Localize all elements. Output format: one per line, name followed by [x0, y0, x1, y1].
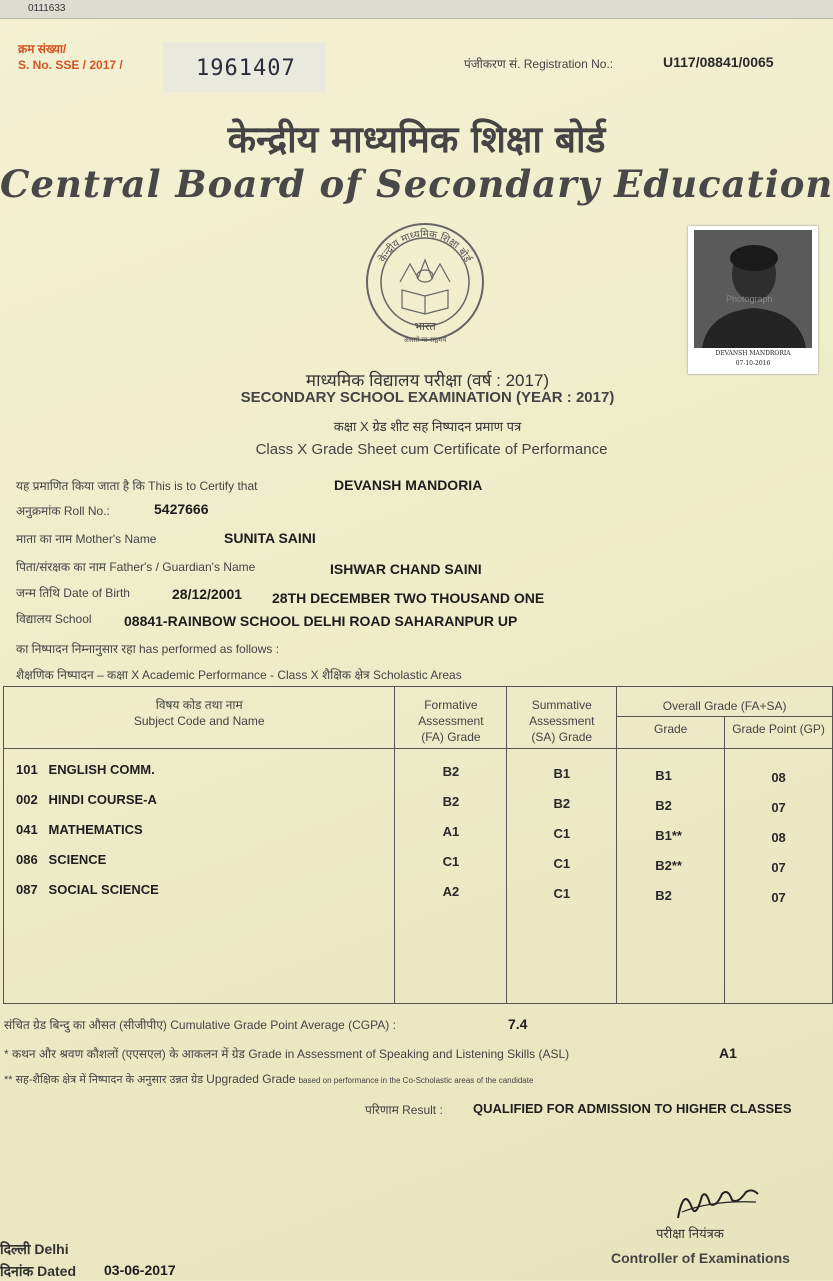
table-row-subject [16, 875, 394, 905]
performed-label: का निष्पादन निम्नानुसार रहा has performed as follows : [16, 642, 280, 656]
father-name: ISHWAR CHAND SAINI [330, 561, 482, 577]
sa-header [507, 687, 617, 749]
grade-point: 08 [771, 830, 786, 846]
fa-grade: A2 [442, 884, 460, 900]
dob-label: जन्म तिथि Date of Birth [16, 586, 130, 600]
fa-grade: B2 [442, 764, 460, 780]
emblem-arc-text: केन्द्रीय माध्यमिक शिक्षा बोर्ड [377, 228, 473, 265]
overall-grade: B2 [655, 798, 672, 814]
table-row-subject [16, 785, 394, 815]
subject-header-hindi: विषय कोड तथा नाम [155, 698, 243, 712]
mother-name: SUNITA SAINI [224, 530, 316, 546]
grade-header: Grade [617, 717, 725, 749]
sa-grade: C1 [553, 856, 571, 872]
grade-point: 08 [771, 770, 786, 786]
fa-column [395, 749, 507, 1004]
fa-header [395, 687, 507, 749]
grade-point: 07 [771, 800, 786, 816]
sa-header-line3: (SA) Grade [531, 730, 593, 744]
subject-column [4, 749, 395, 1004]
subject-code: 087 [16, 882, 38, 898]
fa-grade: C1 [442, 854, 460, 870]
photo-caption-date: 07-10-2016 [735, 360, 771, 367]
subject-name: MATHEMATICS [48, 822, 143, 838]
subject-name: SCIENCE [48, 852, 107, 868]
cgpa-label: संचित ग्रेड बिन्दु का औसत (सीजीपीए) Cumulative Grade Point Average (CGPA) : [4, 1018, 396, 1032]
dob-value: 28/12/2001 [172, 586, 243, 602]
grades-table [3, 686, 833, 1004]
mother-label: माता का नाम Mother's Name [16, 532, 157, 546]
grade-point: 07 [771, 860, 786, 876]
overall-grade: B1 [655, 768, 672, 784]
fa-header-line3: (FA) Grade [421, 730, 481, 744]
result-value: QUALIFIED FOR ADMISSION TO HIGHER CLASSES [473, 1101, 792, 1116]
subject-header [4, 687, 395, 749]
roll-label: अनुक्रमांक Roll No.: [16, 504, 110, 518]
registration-label: पंजीकरण सं. Registration No.: [464, 57, 614, 71]
issue-date: 03-06-2017 [104, 1262, 176, 1278]
overall-grade-header: Overall Grade (FA+SA) [617, 687, 833, 717]
subject-name: SOCIAL SCIENCE [48, 882, 159, 898]
doc-code: 0111633 [28, 3, 66, 14]
sa-column [507, 749, 617, 1004]
upgrade-note-hindi: ** सह-शैक्षिक क्षेत्र में निष्पादन के अनुसार उन्नत ग्रेड [4, 1074, 204, 1086]
overall-grade: B1** [655, 828, 682, 844]
photo-caption-name: DEVANSH MANDRORIA [715, 350, 791, 357]
subject-name: HINDI COURSE-A [48, 792, 157, 808]
emblem-motto: असतो मा सद्गमय [403, 336, 447, 344]
asl-grade: A1 [719, 1045, 737, 1061]
table-row-subject [16, 845, 394, 875]
subject-code: 041 [16, 822, 38, 838]
fa-grade: A1 [442, 824, 460, 840]
cbse-emblem-logo [360, 212, 490, 352]
grade-point-column [725, 749, 833, 1004]
exam-title-english: SECONDARY SCHOOL EXAMINATION (YEAR : 2017) [240, 389, 615, 406]
sa-header-line2: Assessment [529, 714, 595, 728]
school-name: 08841-RAINBOW SCHOOL DELHI ROAD SAHARANPUR UP [124, 613, 518, 629]
certify-label: यह प्रमाणित किया जाता है कि This is to Certify that [16, 479, 258, 493]
asl-label: * कथन और श्रवण कौशलों (एएसएल) के आकलन में ग्रेड Grade in Assessment of Speaking and Listening Skills (ASL) [4, 1047, 570, 1061]
grade-point-header: Grade Point (GP) [725, 717, 833, 749]
serial-label: S. No. SSE / 2017 / [18, 58, 123, 72]
fa-header-line2: Assessment [418, 714, 484, 728]
board-name-english: Central Board of Secondary Education [0, 162, 833, 206]
signatory-english: Controller of Examinations [611, 1250, 790, 1266]
fa-header-line1: Formative [424, 698, 478, 712]
subject-code: 002 [16, 792, 38, 808]
upgrade-note-label: Upgraded Grade [206, 1072, 296, 1086]
photo-image [694, 230, 812, 348]
subject-code: 101 [16, 762, 38, 778]
sa-grade: C1 [553, 886, 571, 902]
serial-number: 1961407 [196, 56, 296, 81]
signatory-hindi: परीक्षा नियंत्रक [656, 1226, 724, 1241]
grade-point: 07 [771, 890, 786, 906]
sa-grade: B1 [553, 766, 571, 782]
photo-stamp-text: Photograph [726, 294, 773, 304]
overall-grade: B2 [655, 888, 672, 904]
subject-name: ENGLISH COMM. [48, 762, 155, 778]
school-label: विद्यालय School [16, 612, 92, 626]
table-row-subject [16, 815, 394, 845]
board-name-hindi: केन्द्रीय माध्यमिक शिक्षा बोर्ड [227, 117, 606, 161]
overall-grade: B2** [655, 858, 682, 874]
sa-grade: B2 [553, 796, 571, 812]
father-label: पिता/संरक्षक का नाम Father's / Guardian's Name [16, 560, 256, 574]
subject-code: 086 [16, 852, 38, 868]
dob-words: 28TH DECEMBER TWO THOUSAND ONE [272, 590, 545, 606]
upgrade-note-detail: based on performance in the Co-Scholastic areas of the candidate [298, 1076, 534, 1085]
controller-signature [672, 1178, 764, 1226]
certificate-title-hindi: कक्षा X ग्रेड शीट सह निष्पादन प्रमाण पत्र [333, 419, 522, 434]
result-label: परिणाम Result : [365, 1103, 443, 1117]
sa-grade: C1 [553, 826, 571, 842]
upgrade-note [4, 1072, 533, 1087]
overall-grade-column [617, 749, 725, 1004]
emblem-country: भारत [414, 320, 436, 333]
dated-label: दिनांक Dated [0, 1263, 76, 1279]
certificate-title-english: Class X Grade Sheet cum Certificate of Performance [255, 441, 608, 458]
grades-body-row [4, 749, 833, 1004]
serial-label-hindi: क्रम संख्या/ [18, 42, 67, 56]
person-silhouette-icon [694, 230, 812, 348]
table-row-subject [16, 755, 394, 785]
academic-performance-label: शैक्षणिक निष्पादन – कक्षा X Academic Performance - Class X शैक्षिक क्षेत्र Scholastic Areas [16, 668, 462, 682]
subject-header-english: Subject Code and Name [133, 714, 265, 728]
issue-place: दिल्ली Delhi [0, 1241, 69, 1257]
registration-number: U117/08841/0065 [663, 54, 774, 70]
exam-title-hindi: माध्यमिक विद्यालय परीक्षा (वर्ष : 2017) [305, 371, 550, 390]
roll-number: 5427666 [154, 501, 209, 517]
fa-grade: B2 [442, 794, 460, 810]
cgpa-value: 7.4 [508, 1016, 528, 1032]
student-photo [688, 226, 818, 374]
student-name: DEVANSH MANDORIA [334, 477, 483, 493]
sa-header-line1: Summative [531, 698, 592, 712]
top-strip [0, 0, 833, 19]
